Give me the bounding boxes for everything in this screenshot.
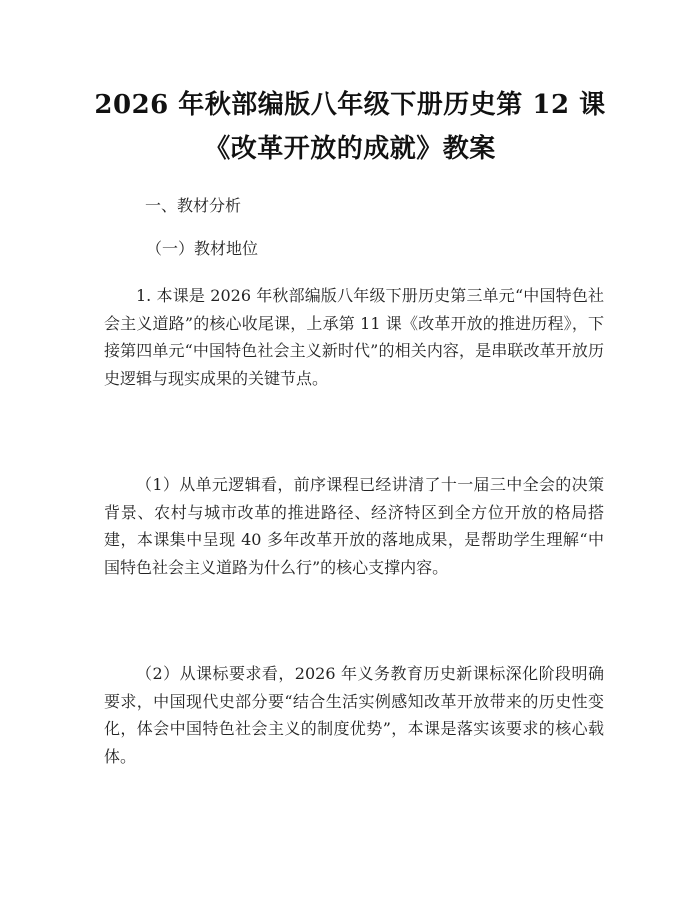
subsection-heading: （一）教材地位 <box>146 239 259 258</box>
document-title-line-1: 2026 年秋部编版八年级下册历史第 12 课 <box>94 90 606 120</box>
section-heading: 一、教材分析 <box>145 196 242 215</box>
paragraph-2: （1）从单元逻辑看，前序课程已经讲清了十一届三中全会的决策背景、农村与城市改革的推进路径、经济特区到全方位开放的格局搭建，本课集中呈现 40 多年改革开放的落地成果，是帮助学生理解“中国特色社会主义道路为什么行”的核心支撑内容。 <box>104 475 604 577</box>
paragraph-1: 1. 本课是 2026 年秋部编版八年级下册历史第三单元“中国特色社会主义道路”的核心收尾课，上承第 11 课《改革开放的推进历程》，下接第四单元“中国特色社会主义新时代”的相关内容，是串联改革开放历史逻辑与现实成果的关键节点。 <box>104 286 604 388</box>
paragraph-3: （2）从课标要求看，2026 年义务教育历史新课标深化阶段明确要求，中国现代史部分要“结合生活实例感知改革开放带来的历史性变化，体会中国特色社会主义的制度优势”，本课是落实该要求的核心载体。 <box>104 664 604 766</box>
document-title-line-2: 《改革开放的成就》教案 <box>204 134 496 164</box>
